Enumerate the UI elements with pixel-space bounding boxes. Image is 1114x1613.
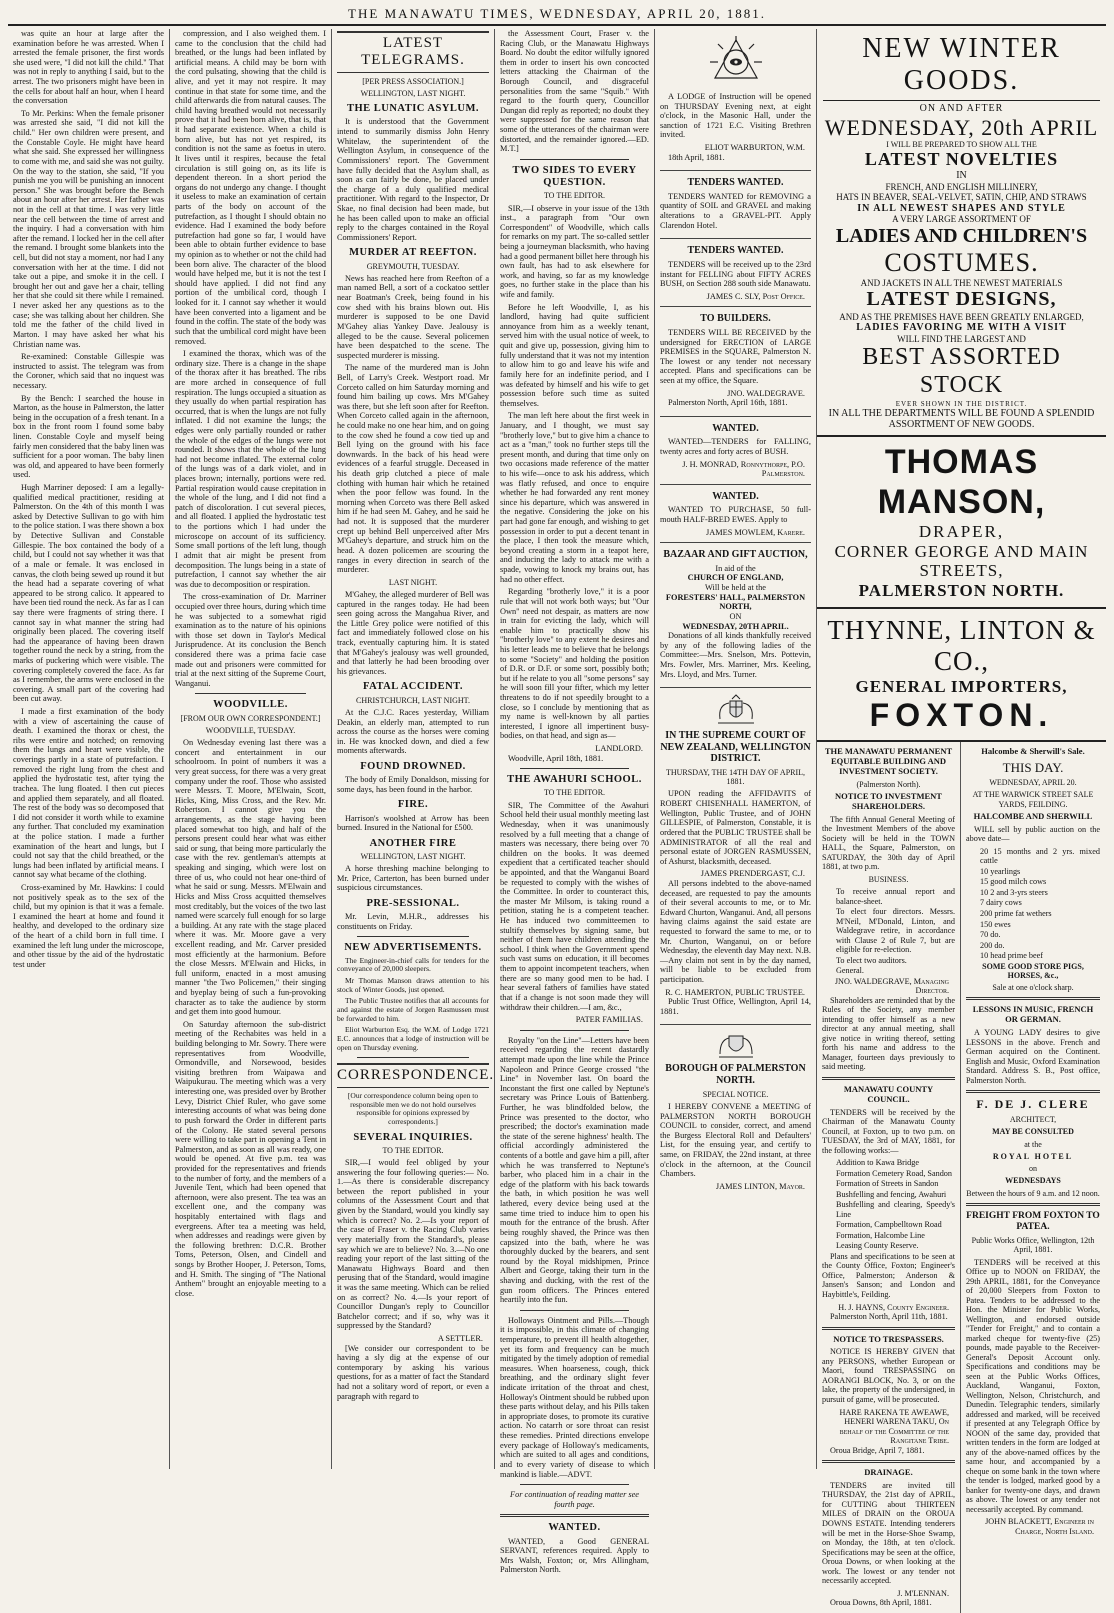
ad-line: ROYAL HOTEL xyxy=(992,1151,1074,1161)
to-the-editor: TO THE EDITOR. xyxy=(543,788,606,798)
ad-title: THE MANAWATU PERMANENT EQUITABLE BUILDING AND INVESTMENT SOCIETY. xyxy=(824,746,953,776)
new-ad-item: Eliot Warburton Esq. the W.M. of Lodge 1721 E.C. announces that a lodge of instruction will be open on Thursday evening. xyxy=(337,1025,489,1052)
ad-line: LADIES AND CHILDREN'S xyxy=(835,224,1088,247)
ad-title: NOTICE TO TRESPASSERS. xyxy=(833,1333,944,1344)
lodge-ad xyxy=(660,29,811,171)
heading-correspondence: CORRESPONDENCE. xyxy=(337,1063,489,1087)
ad-line: LADIES FAVORING ME WITH A VISIT xyxy=(856,322,1067,334)
masthead: THE MANAWATU TIMES, WEDNESDAY, APRIL 20, 1881. xyxy=(8,6,1106,26)
article-paragraph: M'Gahey, the alleged murderer of Bell was captured in the ranges today. He had been seen going across the Mangahua River, and the Little Grey police were notified of this fact and immediately followed close on his track, eventually capturing him. It is stated that M'Gahey's jealousy was well grounded, and that latterly he had been brooding over his grievances. xyxy=(337,590,489,676)
signature: JAMES PRENDERGAST, C.J. xyxy=(700,869,805,879)
columns xyxy=(8,29,1106,1608)
ad-line: HATS IN BEAVER, SEAL-VELVET, SATIN, CHIP, AND STRAWS xyxy=(836,192,1087,203)
works-list xyxy=(822,1158,955,1251)
signature: LANDLORD. xyxy=(595,744,643,754)
ad-line: EVER SHOWN IN THE DISTRICT. xyxy=(895,399,1028,408)
advertiser-town: PALMERSTON NORTH. xyxy=(858,581,1065,601)
list-item: 10 head prime beef xyxy=(980,951,1043,961)
signature: JAMES MOWLEM, Karere. xyxy=(706,527,805,537)
article-paragraph: A horse threshing machine belonging to Mr. Price, Carterton, has been burned under suspicious circumstances. xyxy=(337,864,489,893)
ad-title: FREIGHT FROM FOXTON TO PATEA. xyxy=(966,1210,1100,1232)
signature: R. C. HAMERTON, PUBLIC TRUSTEE. xyxy=(665,987,805,997)
list-item: Addition to Kawa Bridge xyxy=(836,1158,919,1168)
list-item: To elect four directors. Messrs. M'Neil, M'Donald, Linton, and Waldegrave retire, in accordance with Clause 2 of Rule 7, but are eligible for re-election. xyxy=(836,907,955,955)
ad-subtitle: BUSINESS. xyxy=(868,874,909,884)
ad-line: IN xyxy=(956,170,967,182)
ad-title: F. DE J. CLERE xyxy=(976,1097,1090,1112)
dateline: Palmerston North, April 11th, 1881. xyxy=(830,1312,948,1322)
heading-new-advertisements: NEW ADVERTISEMENTS. xyxy=(344,942,482,954)
signature: JAMES LINTON, Mayor. xyxy=(715,1181,805,1191)
list-item: Bushfelling and fencing, Awahuri xyxy=(836,1189,947,1199)
signature: PATER FAMILIAS. xyxy=(575,1015,643,1025)
article-paragraph: compression, and I also weighed them. I came to the conclusion that the child had breathed, or the lungs had been inflated by artificial means. A child may be born with the cord pulsating, showing that the child is alive, and yet it may not respire. It may continue in that state for some time, and the child afterwards die from natural causes. The child having breathed would not necessarily prove that it had been born alive, that is, that it had separate existence. When a child is born alive, but has not yet respired, its condition is not the same as foetus in utero. It lives until it respires, because the fetal circulation is still going on, as its life is dependent thereon. In a short period the organs do not undergo any change. I thought it useless to make an examination of certain parts of the body on account of the putrefaction, as I thought I should obtain no evidence. Had I examined the body before putrefaction had gone so far, I would have been able to obtain further evidence to base my opinion as to whether or not the child had been born alive. The character of the blood would have helped me, but it is not the test I should have applied. I did not find any portion of the umbilical cord, though I looked for it. I cannot say whether it would have been converted into a ligament and be found in the coffin. The state of the body was such that the umbilical cord might have been removed. xyxy=(175,29,326,346)
business-list xyxy=(822,887,955,976)
list-item: 200 prime fat wethers xyxy=(980,909,1052,918)
article-paragraph: SIR, The Committee of the Awahuri School held their usual monthly meeting last Wednesday, when it was unanimously resolved by a full meeting that a change of masters was necessary, there being over 70 children on the books. It was deemed expedient that a certificated teacher should be appointed, and that the Wanganui Board be requested to comply with the wishes of the Committee. In order to counteract this, the master Mr Milsom, is taking round a petition, stating he is a competent teacher. He has induced two committeemen to stultify themselves by signing same, but neither of them have children attending the school. I think when the Government spend such vast sums on education, it ill becomes them to appoint incompetent teachers, when there are so many good men to be had. I hear several fathers of families have stated that if a change is not soon made they will withdraw their children.—I am, &c., xyxy=(500,800,649,1012)
article-paragraph: At the C.J.C. Races yesterday, William Deakin, an elderly man, attempted to run across the course as the horses were coming in. He was knocked down, and died a few moments afterwards. xyxy=(337,707,489,756)
ad-place: AT THE WARWICK STREET SALE YARDS, FEILDING. xyxy=(972,790,1094,809)
article-paragraph: Re-examined: Constable Gillespie was instructed to assist. The telegram was from the Coroner, which said that no inquest was necessary. xyxy=(13,352,164,390)
article-paragraph: To Mr. Perkins: When the female prisoner was arrested she said, "I did not kill the child." Her own children were present, and the Constable Coyle. He might have heard what she said. She expressed her willingness to come with me, and said she was not guilty. On the way to the station, she said, "If you punish me you will be punishing an innocent person." She was brought before the Bench about an hour after her arrest. Her father was not in the cell at that time. I was very little near the cell between the time of arrest and the inquiry. I had a conversation with him after the remand. I locked her in the cell after the remand. I brought some blankets into the cell, but did not stay a moment, nor had I any conversation with her at the time. I did not take out a pipe, and smoke it in the cell. I brought her out and gave her a chair, telling her that she could sit there while I remained. I never asked her any questions as to the case; she was talking about her children. She told me the father of the child lived in Marton. I may have asked her what his Christian name was. xyxy=(13,108,164,349)
heading-awahuri-school: THE AWAHURI SCHOOL. xyxy=(507,774,642,786)
ad-line: LATEST DESIGNS, xyxy=(866,288,1057,311)
list-item: 150 ewes xyxy=(980,919,1011,929)
divider xyxy=(357,936,469,937)
ad-subtitle: SPECIAL NOTICE. xyxy=(702,1089,769,1099)
article-paragraph: Before he left Woodville, I, as his landlord, having had quite sufficient annoyance from him as a weekly tenant, served him with the usual notice of week, to quit and give up, possession, giving him to fully understand that it was not my intention to allow him to go and leave his wife and family here for an indefinite period, and I was defeated by himself and his wife to get possession before such time as suited themselves. xyxy=(500,302,649,408)
ad-title: LESSONS IN MUSIC, FRENCH OR GERMAN. xyxy=(972,1004,1094,1025)
ad-date: WEDNESDAY, APRIL 20. xyxy=(989,778,1077,788)
ad-line: WEDNESDAY, 20th APRIL xyxy=(824,114,1099,140)
winter-goods-ad xyxy=(817,29,1106,437)
wanted-ad xyxy=(660,485,811,543)
advertiser-name: THYNNE, LINTON & CO., xyxy=(827,614,1096,677)
list-item: Formation, Halcombe Line xyxy=(836,1230,925,1240)
dateline: Woodville, April 18th, 1881. xyxy=(508,753,604,763)
article-paragraph: It is understood that the Government intend to summarily dismiss John Henry Whitelaw, the superintendent of the Wellington Asylum, in consequence of the Commissioners' report. The Government have fully decided that the Asylum shall, as soon as can fairly be done, be placed under the charge of a duly qualified medical practitioner. With regard to the Inspector, Dr Skae, no final decision had been made, but he has been called upon to make an official reply to the charges contained in the Royal Commissioners' Report. xyxy=(337,117,489,242)
list-item: 7 dairy cows xyxy=(980,898,1022,908)
list-item: Formation, Campbelltown Road xyxy=(836,1220,942,1230)
divider xyxy=(520,768,629,769)
press-association-note: [PER PRESS ASSOCIATION.] xyxy=(362,76,464,86)
heading-woodville: WOODVILLE. xyxy=(213,699,288,711)
article-paragraph: Cross-examined by Mr. Hawkins: I could not positively speak as to the sex of the child, but my opinion is that it was a female. I examined the heart at home and found it healthy, and developed to the ordinary size of the heart of a child born in full time. I examined the left lung under the microscope, and other tissue by the aid of the hydrostatic test under xyxy=(13,883,164,969)
small-ads-right xyxy=(961,742,1105,1612)
ad-line: WEDNESDAY, 20TH APRIL. xyxy=(682,621,789,631)
sale-list xyxy=(966,847,1100,961)
ad-title: BAZAAR AND GIFT AUCTION, xyxy=(663,549,808,561)
signature: A SETTLER. xyxy=(437,1334,483,1343)
dateline: LAST NIGHT. xyxy=(388,577,438,587)
column-1 xyxy=(8,29,170,1469)
ad-place: Public Works Office, Wellington, 12th April, 1881. xyxy=(971,1235,1095,1255)
ad-title: TENDERS WANTED. xyxy=(687,245,784,257)
ad-title: TO BUILDERS. xyxy=(700,313,771,325)
divider xyxy=(195,693,306,694)
ad-line: LATEST NOVELTIES xyxy=(864,149,1059,170)
heading-several-inquiries: SEVERAL INQUIRIES. xyxy=(353,1131,473,1143)
bazaar-ad xyxy=(660,543,811,688)
list-item: Formation Cemetery Road, Sandon xyxy=(836,1168,952,1178)
new-ad-item: Mr Thomas Manson draws attention to his stock of Winter Goods, just opened. xyxy=(337,975,489,994)
ad-text: TENDERS will be received by the Chairman of the Manawatu County Council, at Foxton, up to two p.m. on TUESDAY, the 3rd of MAY, 1881, for the following works:— xyxy=(822,1107,955,1155)
ad-firm: HALCOMBE AND SHERWILL xyxy=(973,811,1093,822)
signature: JOHN BLACKETT, Engineer in Charge, North Island. xyxy=(985,1517,1094,1536)
ad-title: MANAWATU COUNTY COUNCIL. xyxy=(843,1084,934,1104)
article-paragraph: Hugh Marriner deposed: I am a legally-qualified medical practitioner, residing at Palmerston. On the 4th of this month I was asked by Detective Sullivan to go with him to the police station. I was there shown a box by Detective Sullivan and Constable Gillespie. The box contained the body of a child, but I could not say whether it was that of a male or female. It was enclosed in canvas, the cloth being sewed up round it but the head had a separate covering of what appeared to be strong calico. It appeared to have been tied round the neck. As far as I can say there were fragments of string there. I cannot say in what manner the string had originally been placed. The covering itself had the appearance of having been drawn together round the neck by a string, from the marks of puckering which were visible. The covering completely covered the face. As far as I remember, the arms were enclosed in the covering. A small part of the covering had been cut away. xyxy=(13,483,164,704)
ad-text: TENDERS WILL BE RECEIVED by the undersigned for ERECTION of LARGE PREMISES in the SQUARE, Palmerston N. The lowest or any tender not necessary accepted. Plans and specifications can be seen at my office, the Square. xyxy=(660,327,811,385)
article-paragraph: Royalty "on the Line"—Letters have been received regarding the recent dastardly attempt made upon the line while the Prince Napoleon and Prince George crossed "the Line" in November last. On board the Inconstant the first one called by Neptune's secretary was Prince Louis of Battenberg. Further, he was blindfolded below, the Prince was presented to the doctor, who prescribed; the doctor's examination made the state of the serene highness' health. The official accordingly administered the contents of a bottle and gave him a pill, after which he was transferred to Neptune's barber, who placed him in a chair in the edge of the platform with his back towards the bath, in which position he was well lathered, every device being used at the same time tried to induce him to open his mouth for the entrance of the brush. After being roughly shaved, the Prince was then capsized into the bath, where he was thoroughly ducked by the bearers, and sent round by the Royal midshipmen, Prince Albert and George, taking their turn in the shaving and ducking, with the rest of the gun room officers. The Princes entered heartily into the fun. xyxy=(500,1035,649,1305)
signature: JNO. WALDEGRAVE. xyxy=(727,388,805,398)
ad-title: WANTED. xyxy=(712,422,759,434)
list-item: 10 yearlings xyxy=(980,866,1021,876)
ad-title: TENDERS WANTED. xyxy=(687,177,784,189)
continuation-note: For continuation of reading matter see fourth page. xyxy=(510,1490,639,1509)
divider xyxy=(966,1203,1100,1206)
divider xyxy=(520,1030,629,1031)
article-paragraph: Regarding "brotherly love," it is a poor rule that will not work both ways; but "Our Own" need not despair, as matters are now in train for evicting the lady, which will enable him to practically show his "brotherly love" to any extent he desires and his letter leads me to believe that he belongs to some "Society" and holding the position of D.R. or D.F. or some sort, possibly both; but if he relate to you all "some persons" say he will soon fill your fifter, which my letter threatens to do if not speedily brought to a close, so I conclude by mentioning that as my name is well-known by all parties interested, I ignore all impertinent busy-bodies, on that head, and sign as— xyxy=(500,587,649,741)
dateline: Oroua Bridge, April 7, 1881. xyxy=(830,1445,925,1455)
heading-fire: FIRE. xyxy=(397,799,429,811)
advertiser-town: FOXTON. xyxy=(869,697,1054,734)
new-ad-item: The Engineer-in-chief calls for tenders for the conveyance of 20,000 sleepers. xyxy=(337,955,489,974)
article-paragraph: SIR,—I would feel obliged by your answering the four following queries:— No. 1.—As there is considerable discrepancy between the report published in your columns of the Assessment Court and that given by the Standard, would you kindly say which is correct? No. 2.—Is your report of the case of Fraser v. the Racing Club varies very materially from the Standard's, please say which we are to believe? No. 3.—No one reading your report of the last sitting of the Manawatu Highways Board and then perusing that of the Standard, would imagine it was the same meeting. Which can be relied on as correct? No. 4.—Is your report of Councillor Dungan's reply to Councillor Batchelor correct; and if so, why was it suppressed by the Standard? xyxy=(337,1158,489,1331)
list-item: Leasing County Reserve. xyxy=(836,1241,919,1251)
signature: ELIOT WARBURTON, W.M. xyxy=(704,143,805,153)
heading-asylum: THE LUNATIC ASYLUM. xyxy=(346,103,480,115)
to-the-editor: TO THE EDITOR. xyxy=(543,191,606,201)
to-the-editor: TO THE EDITOR. xyxy=(382,1145,444,1155)
dateline: WOODVILLE, TUESDAY. xyxy=(205,725,296,735)
article-paragraph: Harrison's woolshed at Arrow has been burned. Insured in the National for £500. xyxy=(337,813,489,833)
ad-line: Sale at one o'clock sharp. xyxy=(992,983,1074,993)
ad-text: Plans and specifications to be seen at the County Office, Foxton; Engineer's Office, Palmerston; Anderson & Jansen's Sanson; and London and Haybittle's, Feilding. xyxy=(822,1251,955,1299)
ad-line: FORESTERS' HALL, PALMERSTON NORTH, xyxy=(665,592,806,612)
list-item: 200 do. xyxy=(980,940,1005,950)
signature: HARE RAKENA TE AWEAWE, HENERI WARENA TAKU, On behalf of the Committee of the Rangitane Tribe. xyxy=(839,1407,949,1446)
heading-reefton: MURDER AT REEFTON. xyxy=(349,247,477,259)
ad-text: A YOUNG LADY desires to give LESSONS in the above. French and German acquired on the Continent. English and Music, Oxford Examination Standard. Address S. B., Post office, Palmerston North. xyxy=(966,1028,1100,1085)
dateline: WELLINGTON, LAST NIGHT. xyxy=(360,851,466,861)
ad-line: CHURCH OF ENGLAND, xyxy=(687,573,784,583)
ad-title: DRAINAGE. xyxy=(864,1467,913,1478)
list-item: 20 15 months and 2 yrs. mixed cattle xyxy=(980,846,1100,866)
tenders-ad xyxy=(660,171,811,239)
ad-text: WANTED TO PURCHASE, 50 full-mouth HALF-BRED EWES. Apply to xyxy=(660,505,811,525)
ad-text: WANTED—TENDERS for FALLING, twenty acres and forty acres of BUSH. xyxy=(660,437,811,456)
heading-drowned: FOUND DROWNED. xyxy=(360,760,466,772)
ad-line: Between the hours of 9 a.m. and 12 noon. xyxy=(966,1188,1100,1198)
dateline: Palmerston North, April 16th, 1881. xyxy=(668,398,788,408)
ad-line: I WILL BE PREPARED TO SHOW ALL THE xyxy=(886,140,1037,150)
ad-text: TENDERS WANTED for REMOVING a quantity of SOIL and GRAVEL and making alterations to a GRAVEL-PIT. Apply Clarendon Hotel. xyxy=(660,191,811,230)
thynne-ad xyxy=(817,609,1106,742)
ad-line: In aid of the xyxy=(715,563,756,573)
tenders-ad xyxy=(660,239,811,307)
signature: H. J. HAYNS, County Engineer. xyxy=(838,1302,949,1312)
advertiser-name: THOMAS MANSON, xyxy=(877,443,1046,521)
heading-wanted: WANTED. xyxy=(548,1522,601,1534)
advertiser-address: CORNER GEORGE AND MAIN STREETS, xyxy=(834,541,1089,581)
ad-text: I HEREBY CONVENE a MEETING of PALMERSTON NORTH BOROUGH COUNCIL to consider, correct, and amend the Burgess Electoral Roll and Defaulters' List, for the ensuing year, and certify to same, on FRIDAY, the 22nd instant, at three o'clock in the afternoon, at the Council Chambers. xyxy=(660,1101,811,1179)
signature: JAMES C. SLY, Post Office. xyxy=(706,291,805,301)
builders-ad xyxy=(660,307,811,416)
divider xyxy=(822,1077,955,1080)
byline: [FROM OUR OWN CORRESPONDENT.] xyxy=(180,713,321,723)
divider xyxy=(520,1310,629,1311)
list-item: 10 2 and 3-yrs steers xyxy=(980,887,1048,897)
divider xyxy=(520,159,629,160)
small-ads-left xyxy=(817,742,961,1612)
column-4 xyxy=(495,29,655,1575)
article-paragraph: On Saturday afternoon the sub-district meeting of the Rechabites was held in a building belonging to Mr. Sowry. There were representatives from Woodville, Ormondville, and Norsewood, besides visiting brethren from Waipawa and Waipukurau. The meeting which was a very interesting one, was presided over by Brother Levy, District Chief Ruler, who gave some interesting accounts of what was being done to push forward the Order in different parts of the Colony. He stated several persons were willing to take part in opening a Tent in Palmerston, and as soon as all was ready, one would be opened. At five p.m. tea was provided for the representatives and friends to the number of forty, and the members of a Juvenile Tent, which had been opened that afternoon, were also present. The tea was an excellent one, and the company was hospitably entertained with flags and evergreens. After tea a meeting was held, when addresses and readings were given by the following brethren: D.C.R. Brother Toms, Peterson, Olsen, and Cindell and songs by Brother Hooper, J. Peterson, Toms, and H. Smith. The singing of "The National Anthem" brought an enjoyable meeting to a close. xyxy=(175,1019,326,1298)
wanted-ad: WANTED, a Good GENERAL SERVANT, references required. Apply to Mrs Walsh, Foxton; or, Mrs Allingham, Palmerston North. xyxy=(500,1536,649,1575)
correspondence-note: [Our correspondence column being open to responsible men we do not hold ourselves responsible for opinions expressed by correspondents.] xyxy=(347,1090,479,1126)
article-paragraph: The cross-examination of Dr. Marriner occupied over three hours, during which time he was subjected to a somewhat rigid examination as to the nature of his opinions with those set down in Taylor's Medical Jurisprudence. At its conclusion the Bench considered there was a prima facie case made out and prisoners were committed for trial at the next sitting of the Supreme Court, Wanganui. xyxy=(175,592,326,688)
masonic-emblem-icon xyxy=(706,34,766,90)
article-paragraph: I examined the thorax, which was of the ordinary size. There is a change in the shape of the thorax after it has breathed. The ribs are more arched in consequence of full respiration. The lungs occupied a situation as they usually do when partial respiration has occurred, that is when the lungs are not fully inflated. I did not examine the lungs; the edges were only partially rounded or rather the whole of the edges of the lungs were not rounded. It shows that the whole of the lung had not become inflated. The external color of the lungs was of a dark violet, and in places brown; internally, portions were red. Partial respiration would cause crepitation in the whole of the lung, and I did not find a patch of discoloration. I cut several pieces, and all floated. I applied the hydrostatic test to the portions which I had under the microscope on account of its sufficiency. Some small portions of the left lung, though I admit that air might be present from decomposition. The lungs being in a state of putrefaction, I cannot say whether the air was due to decomposition or respiration. xyxy=(175,349,326,589)
signature: J. H. MONRAD, Ronnythorpe, P.O. Palmerston. xyxy=(682,459,805,479)
signature: J. M'LENNAN. xyxy=(897,1588,949,1598)
lodge-text: A LODGE of Instruction will be opened on THURSDAY Evening next, at eight o'clock, in the Masonic Hall, under the sanction of 1721 E.C. Visiting Brethren invited. xyxy=(660,92,811,140)
ad-line: ON AND AFTER xyxy=(919,102,1004,114)
article-paragraph: The body of Emily Donaldson, missing for some days, has been found in the harbor. xyxy=(337,775,489,794)
heading-pre-sessional: PRE-SESSIONAL. xyxy=(366,898,460,910)
divider xyxy=(520,1484,629,1485)
list-item: 15 good milch cows xyxy=(980,877,1047,887)
ad-line: on xyxy=(1029,1164,1037,1174)
ad-line: BEST ASSORTED STOCK xyxy=(862,344,1061,398)
article-paragraph: News has reached here from Reefton of a man named Bell, a sort of a cockatoo settler near Boatman's Creek, being found in his cow shed with his brains blown out. His murderer is supposed to be one David M'Gahey alias Yankey Dave. Jealousy is alleged to be the cause. Several policemen have been despatched to the scene. The suspected murderer is missing. xyxy=(337,273,489,360)
list-item: Formation of Streets in Sandon xyxy=(836,1179,939,1189)
dateline: Oroua Downs, 8th April, 1881. xyxy=(830,1598,932,1608)
ad-line: FRENCH, AND ENGLISH MILLINERY, xyxy=(885,181,1038,192)
ad-text: Donations of all kinds thankfully received by any of the following ladies of the Committee:—Mrs. Snelson, Mrs. Pottevin, Mrs. Fowler, Mrs. Marriner, Mrs. Keeling, Mrs. Lloyd, and Mrs. Turner. xyxy=(660,631,811,679)
holloway-advert: Holloways Ointment and Pills.—Though it is impossible, in this climate of changing temperature, to prevent ill health altogether, yet its form and frequency can be much mitigated by the timely adoption of remedial measures. When hoarseness, cough, thick breathing, and the ordinary slight fever indicate irritation of the throat and chest, Holloway's Ointment should be rubbed upon these parts without delay, and his Pills taken in appropriate doses, to promote its curative action. No catarrh or sore throat can resist these remedies. Printed directions envelope every package of Holloway's medicaments, which are suited to all ages and conditions, and to every variety of disease to which mankind is liable.—ADVT. xyxy=(500,1315,649,1479)
borough-notice xyxy=(660,1025,811,1196)
column-5 xyxy=(655,29,817,1469)
divider xyxy=(822,1460,955,1463)
heading-accident: FATAL ACCIDENT. xyxy=(362,681,464,693)
article-paragraph: SIR,—I observe in your issue of the 13th inst., a paragraph from "Our own Correspondent" of Woodville, which calls for remarks on my part. The so-called settler being a journeyman blacksmith, who having had a good permanent billet here through his own fault, has had to ask elsewhere for work, and having, so far as my knowledge goes, no further stake in the place than his wife and family. xyxy=(500,203,649,300)
ad-line: A VERY LARGE ASSORTMENT OF xyxy=(892,214,1031,225)
ad-line: MAY BE CONSULTED xyxy=(992,1127,1074,1137)
divider xyxy=(357,1057,469,1058)
editor-note: [We consider our correspondent to be having a sly dig at the expense of our contemporary by asking his various questions, for as a matter of fact the Standard had not a solitary word of report, or even a paragraph with regard to xyxy=(337,1343,489,1401)
ad-text: NOTICE IS HEREBY GIVEN that any PERSONS, whether European or Maori, found TRESPASSING on AORANGI BLOCK, No. 3, or on the lake, the property of the undersigned, in pursuit of game, will be prosecuted. xyxy=(822,1347,955,1404)
ad-line: WILL FIND THE LARGEST AND xyxy=(897,333,1026,344)
column-2 xyxy=(170,29,332,1469)
signature: JNO. WALDEGRAVE, Managing Director. xyxy=(834,976,949,996)
article-paragraph: On Wednesday evening last there was a concert and entertainment in our schoolroom. In point of numbers it was a very great success, for there was a very great company under the roof. Those who assisted were Messrs. T. Moore, M'Elwain, Scott, Hicks, King, Miss Cross, and the Rev. Mr. Robertson. I cannot give you the arrangements, as the stage having been placed somewhat too high, and half of the persons present could hear what was either said or sung, that being more particularly the case with the rev. gentleman's attempts at speaking and singing, which were lost on three of us, who could not hear one-third of what he said or sung. Messrs. M'Elwain and Hicks and Miss Cross acquitted themselves most creditably, but the voices of the two last named were scarcely full enough for so large a building. At any rate with the stage placed where it was. Mr. Moore gave a very excellent reading, and Mr. Carver presided most efficiently at the harmonium. Before the close Messrs. M'Elwain and Hicks, in full uniform, enacted in a most amusing manner "the Two Policemen," their singing and byeplay being of such a fun-provoking character as to take the audience by storm and get them into good humour. xyxy=(175,738,326,1017)
ad-headline: NEW WINTER GOODS. xyxy=(823,33,1100,101)
court-date: THURSDAY, THE 14TH DAY OF APRIL, 1881. xyxy=(665,767,806,787)
advertiser-trade: GENERAL IMPORTERS, xyxy=(855,677,1068,697)
ad-line: COSTUMES. xyxy=(884,247,1039,277)
article-paragraph: By the Bench: I searched the house in Marton, as the house in Palmerston, the latter being in the occupation of a fresh tenant. In a box in the front room I found some baby linen. Constable Coyle and myself being fairly men considered that the baby linen was sufficient for a poor woman. The baby linen was old, and appeared to have been formerly used. xyxy=(13,393,164,480)
new-ad-item: The Public Trustee notifies that all accounts for and against the estate of Jorgen Rasmussen must be forwarded to him. xyxy=(337,996,489,1023)
list-item: To elect two auditors. xyxy=(836,955,907,965)
ad-text: WILL sell by public auction on the above date— xyxy=(966,824,1100,844)
divider xyxy=(822,1327,955,1330)
ad-subtitle: (Palmerston North). xyxy=(856,779,921,789)
ad-line: at the xyxy=(1024,1139,1042,1149)
ad-line: ON xyxy=(729,611,742,621)
divider xyxy=(966,1090,1100,1093)
heading-another-fire: ANOTHER FIRE xyxy=(369,837,457,849)
ad-title: Halcombe & Sherwill's Sale. xyxy=(981,746,1085,757)
supreme-court-notice xyxy=(660,688,811,1025)
article-paragraph: The name of the murdered man is John Bell, of Larry's Creek. Westport road. Mr Corceto called on him Saturday morning and found him bailing up cows. Mrs M'Gahey was there, but she left soon after for Reefton. When Corceto called again in the afternoon, he could make no one hear him, and on going to the cow shed he found a cow tied up and Bell lying on the ground with his face downwards. In the back of his head were evidences of a fearful struggle. Deceased in his death grip clutched a piece of male clothing with human hair which he retained when the poor fellow was found. In the morning when Corceto was there Bell asked him if he had seen M. Gahey, and he said he had not. It is supposed that the murderer crept up behind Bell unperceived after Mrs M'Gahey's departure, and struck him on the head. A dozen policemen are scouring the ranges in every direction in search of the murderer. xyxy=(337,363,489,575)
ad-line: IN ALL THE DEPARTMENTS WILL BE FOUND A SPLENDID ASSORTMENT OF NEW GOODS. xyxy=(828,407,1095,431)
divider xyxy=(966,997,1100,1000)
ad-line: ARCHITECT, xyxy=(1009,1115,1057,1125)
ad-text: TENDERS are invited till THURSDAY, the 21st day of APRIL, for CUTTING about THIRTEEN MILES of DRAIN on the OROUA DOWNS ESTATE. Intending tenderers will be met in the Horse-Shoe Swamp, on Monday, the 18th, at ten o'clock. Specifications may be seen at the office, Oroua Downs, or when looking at the work. The lowest or any tender not necessarily accepted. xyxy=(822,1480,955,1586)
article-paragraph: was quite an hour at large after the examination before he was arrested. When I arrested the female prisoner, the first words she used were, "I did not kill the child." That was not in reply to anything I said, but to the arrest. The two prisoners might have been in the cells for about half an hour, when I heard the conversation xyxy=(13,29,164,106)
column-6 xyxy=(817,29,1106,1608)
ad-title: WANTED. xyxy=(712,490,759,502)
advertiser-trade: DRAPER, xyxy=(918,521,1005,541)
dateline: CHRISTCHURCH, LAST NIGHT. xyxy=(356,695,470,705)
article-paragraph: The man left here about the first week in January, and I thought, we must say "brotherly love," but to give him a chance to act as a "man," took no further steps till the present month, and during that time only on two occasions made reference of the matter to his wife—once to ask his address, which was flatly refused, and once to enquire whether he had forwarded any rent money since his departure, which was answered in the negative. Considering the joke on his part had gone far enough, and wishing to get possession in order to put a decent tenant in the place, I then took the measure which, beyond creating a storm in a teapot here, and inducing the lady to attack me with a spade, vowing to knock my brains out, has had no other effect. xyxy=(500,411,649,584)
ad-text: UPON reading the AFFIDAVITS of ROBERT CHISENHALL HAMERTON, of Wellington, Public Trustee, and of JOHN GILLESPIE, of Palmerston, Constable, it is ordered that the PUBLIC TRUSTEE shall be ADMINISTRATOR of all the real and personal estate of JORGEN RASMUSSEN, of Ashurst, blacksmith, deceased. xyxy=(660,789,811,866)
ad-line: Will be held at the xyxy=(705,583,766,593)
divider xyxy=(500,1514,649,1517)
ad-title: NOTICE TO INVESTMENT SHAREHOLDERS. xyxy=(835,791,942,811)
wanted-ad xyxy=(660,417,811,485)
ad-title: THIS DAY. xyxy=(1002,760,1064,776)
list-item: 70 do. xyxy=(980,930,1001,940)
article-paragraph: Mr. Levin, M.H.R., addresses his constituents on Friday. xyxy=(337,912,489,931)
borough-crest-icon xyxy=(716,1030,756,1060)
ad-line: SOME GOOD STORE PIGS, HORSES, &c., xyxy=(982,961,1084,980)
dateline: 18th April, 1881. xyxy=(668,152,725,162)
heading-two-sides: TWO SIDES TO EVERY QUESTION. xyxy=(512,164,637,189)
article-paragraph: the Assessment Court, Fraser v. the Racing Club, or the Manawatu Highways Board. No doubt the editor wilfully ignored them in order to insert his own concocted letters attacking the Chairman of the Borough Council, and disgraceful personalities from the same "Squib." With regard to the fourth query, Councillor Dungan did reply as reported; no doubt they were suppressed for the same reason that some of the utterances of the chairman were distorted, and the remainder ignored.—ED. M.T.] xyxy=(500,29,649,154)
royal-arms-icon xyxy=(714,693,758,727)
ad-line: IN ALL NEWEST SHAPES AND STYLE xyxy=(857,202,1066,214)
ad-line: AND JACKETS IN ALL THE NEWEST MATERIALS xyxy=(860,278,1063,289)
ad-text: All persons indebted to the above-named deceased, are requested to pay the amounts of their several accounts to me, or to Mr. Edward Churton, Wanganui. And, all persons having claims against the said estate are requested to forward the same to me, or to Mr. Churton, Wanganui, on or before Wednesday, the eleventh day May next. N.B.—Any claim not sent in by the day named, will be liable to be excluded from participation. xyxy=(660,878,811,985)
ad-text: The fifth Annual General Meeting of the Investment Members of the above Society will be held in the TOWN HALL, the Square, Palmerston, on SATURDAY, the 30th day of April 1881, at two p.m. xyxy=(822,814,955,872)
dateline: Public Trust Office, Wellington, April 14, 1881. xyxy=(660,997,811,1016)
ad-title: BOROUGH OF PALMERSTON NORTH. xyxy=(665,1063,806,1087)
ad-text: Shareholders are reminded that by the Rules of the Society, any member intending to offer himself as a new director at any annual meeting, shall give notice in writing thereof, setting forth his name and address to the Manager, fourteen days previously to said meeting. xyxy=(822,995,955,1072)
column-3 xyxy=(332,29,495,1469)
dateline: GREYMOUTH, TUESDAY. xyxy=(366,261,460,271)
heading-latest-telegrams: LATEST TELEGRAMS. xyxy=(337,31,489,73)
article-paragraph: I made a first examination of the body with a view of ascertaining the cause of death. I examined the thorax or chest, the ribs were entire and notched; on removing them the lungs and heart were visible, the coverings partly in a state of putrefaction. I removed the right lung from the chest and applied the hydrostatic test, after tying the trachea. The lung floated. I then cut pieces and applied them separately, and all floated. The rest of the body was so decomposed that I did not consider it worth while to examine any further. That concluded my examination at the police station. I made a further examination of the heart and lungs, but I could not say that the child breathed, or the lungs had been inflated by artificial means. I cannot say what became of the clothing. xyxy=(13,707,164,880)
ad-title: IN THE SUPREME COURT OF NEW ZEALAND, WELLINGTON DISTRICT. xyxy=(660,730,811,765)
ad-line: AND AS THE PREMISES HAVE BEEN GREATLY ENLARGED, xyxy=(839,311,1084,322)
ad-line: WEDNESDAYS xyxy=(1005,1176,1061,1186)
ad-text: TENDERS will be received up to the 23rd instant for FELLING about FIFTY ACRES BUSH, on Section 288 south side Manawatu. xyxy=(660,259,811,289)
list-item: To receive annual report and balance-sheet. xyxy=(836,887,955,906)
list-item: Bushfelling and clearing, Speedy's Line xyxy=(836,1200,955,1219)
list-item: General. xyxy=(836,966,864,976)
small-ads xyxy=(817,742,1106,1612)
ad-text: TENDERS will be received at this Office up to NOON on FRIDAY, the 29th APRIL, 1881, for the Conveyance of 20,000 Sleepers from Foxton to Patea. Tenders to be addressed to the Hon. the Minister for Public Works, Wellington, and endorsed outside "Tender for Freight," and to contain a marked cheque for twenty-five (25) pounds, made payable to the Receiver-General's Deposit Account only. Specifications and conditions may be seen at the Public Works Offices, Auckland, Wanganui, Foxton, Wellington, Nelson, Christchurch, and Dunedin. Telegraphic tenders, similarly addressed and marked, will be received if presented at any Telegraph Office by NOON of the same day, provided that written tenders in the form are lodged at any of the above-named offices by the same hour, and accompanied by a cheque on some bank in the town where the tender is lodged, marked good by a banker for twenty-one days, and drawn as above. The lowest or any tender not necessarily accepted. By command. xyxy=(966,1257,1100,1514)
dateline: WELLINGTON, LAST NIGHT. xyxy=(360,89,466,99)
manson-ad xyxy=(817,437,1106,609)
